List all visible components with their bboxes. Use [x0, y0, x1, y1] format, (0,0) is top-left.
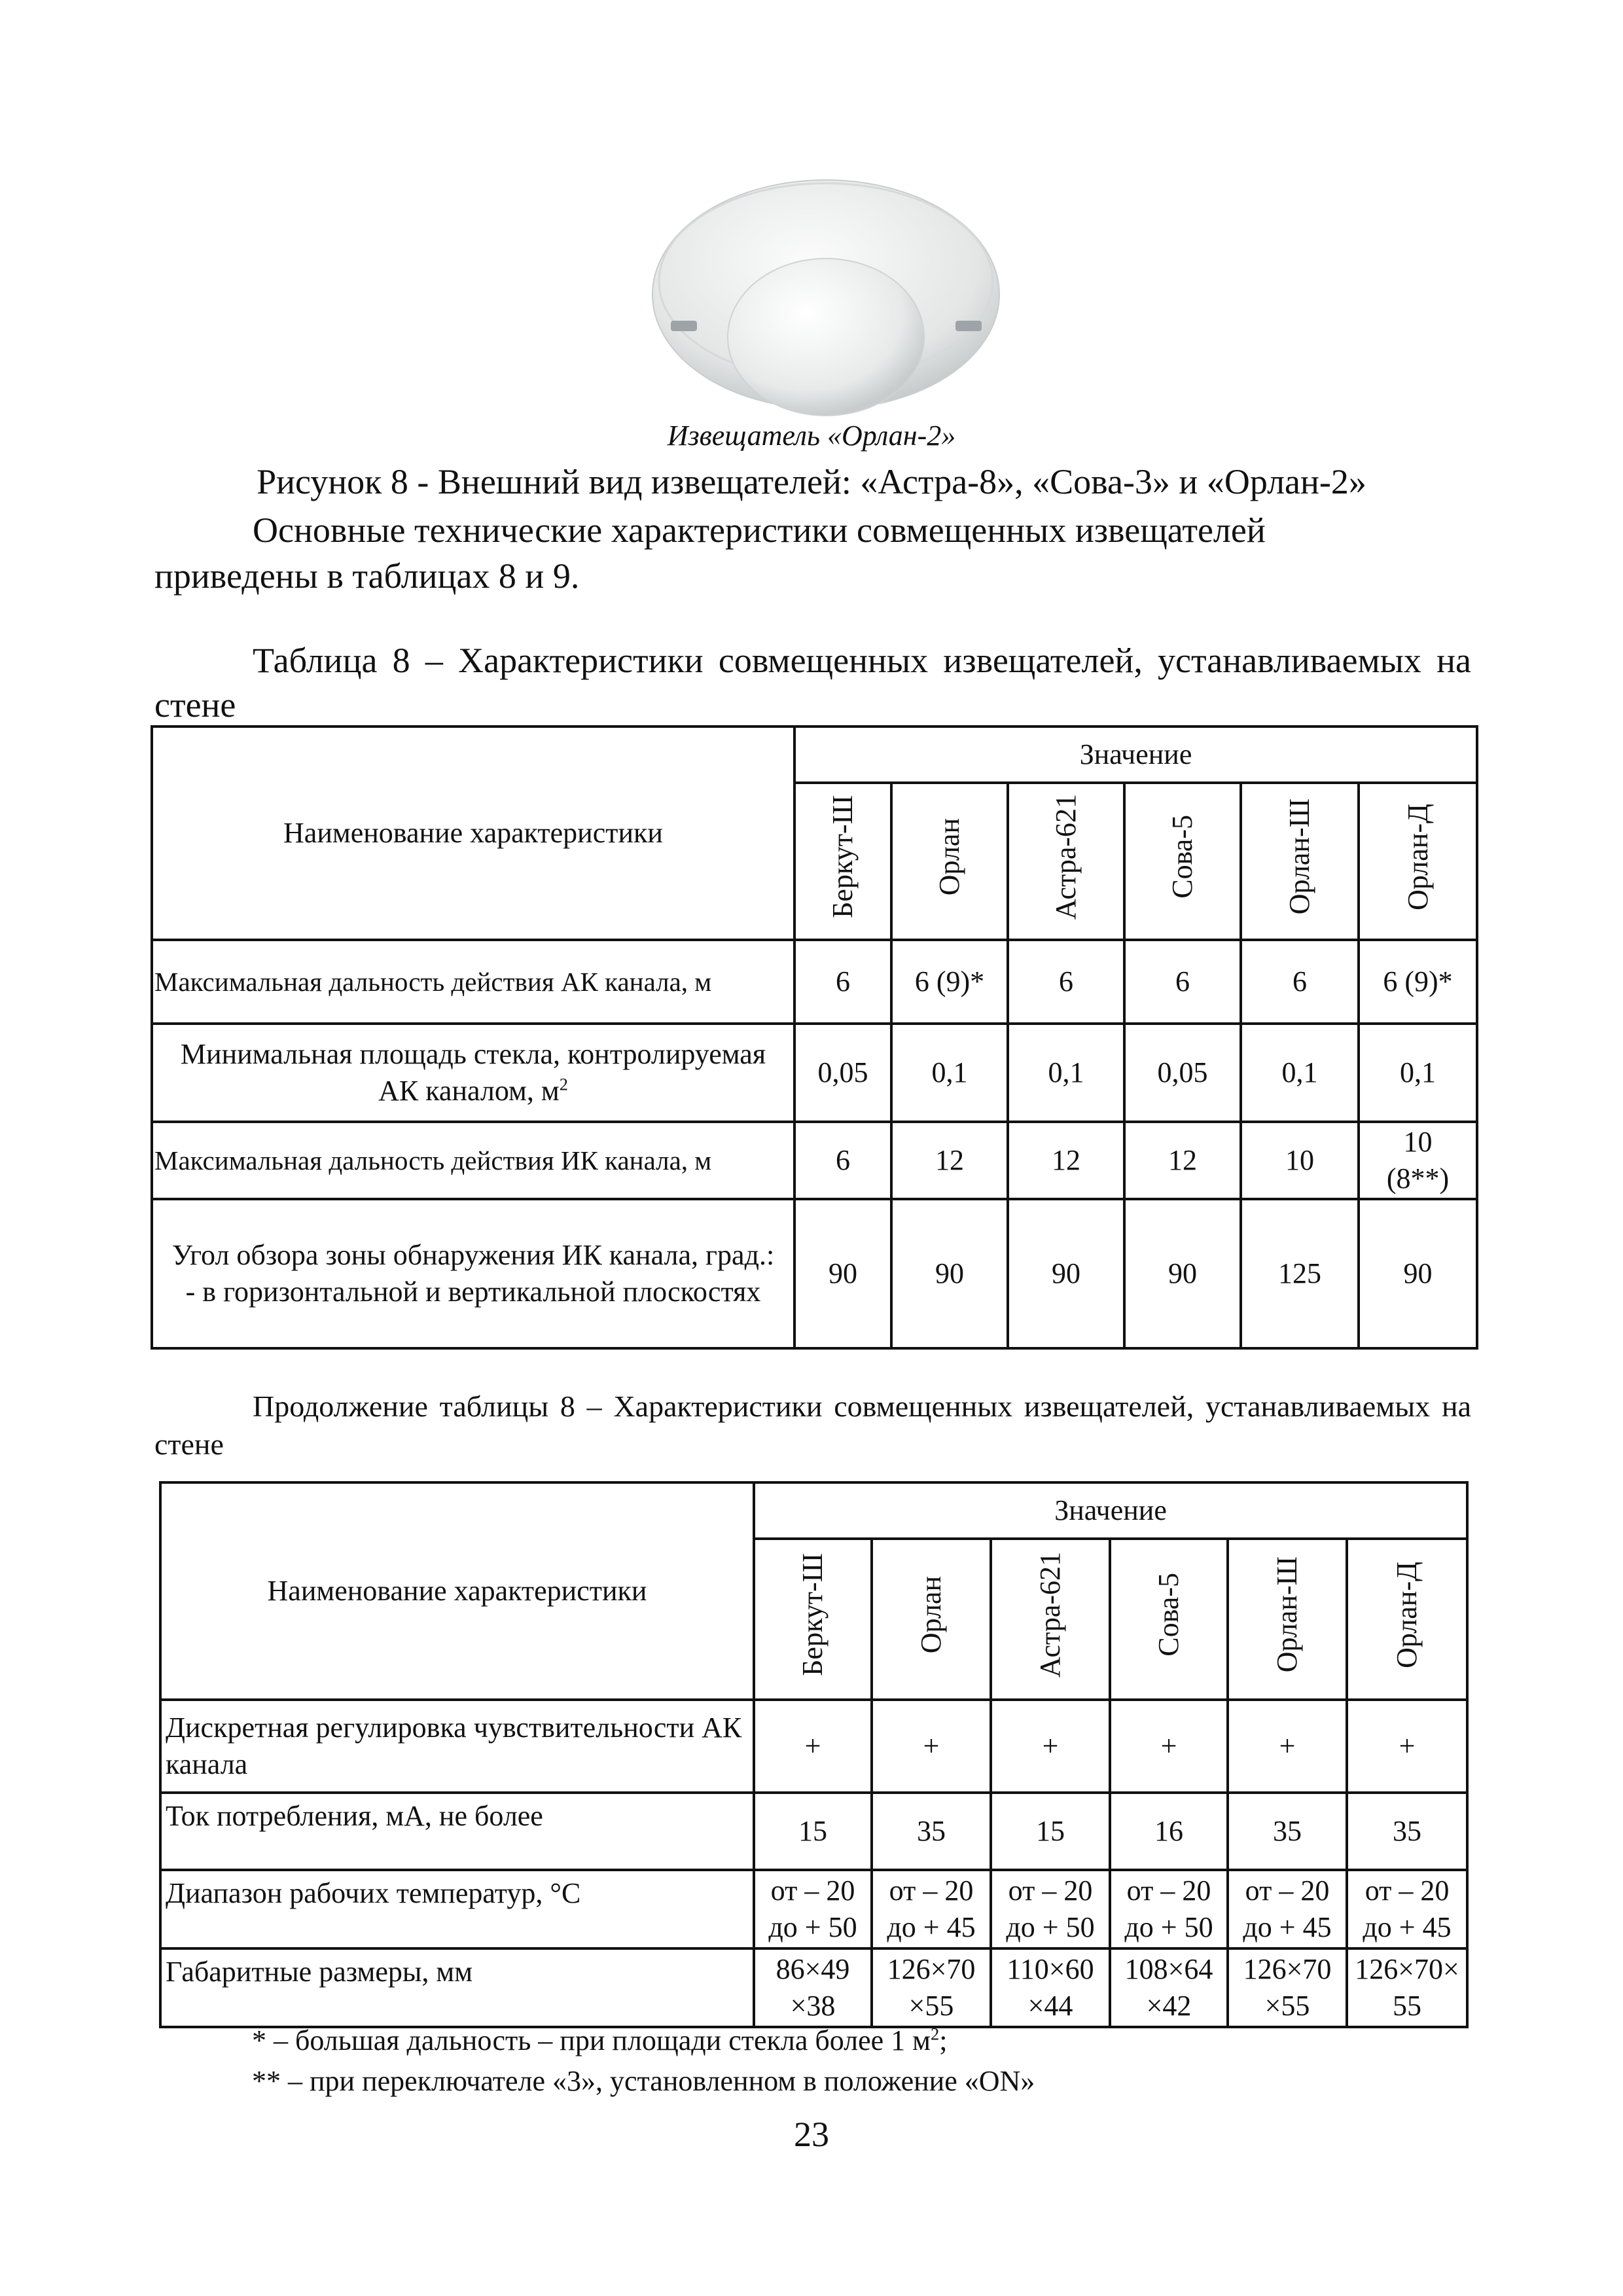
table-row: [160, 1870, 1467, 1948]
cell: 126×70 ×55: [872, 1948, 991, 2027]
cell: от – 20 до + 45: [1228, 1870, 1347, 1948]
cell: 0,1: [1359, 1024, 1477, 1122]
row-name: Угол обзора зоны обнаружения ИК канала, град.: - в горизонтальной и вертикальной плоскостях: [152, 1199, 794, 1348]
cell: +: [754, 1700, 872, 1793]
cell: 16: [1110, 1793, 1228, 1870]
cell: от – 20 до + 45: [1347, 1870, 1467, 1948]
column-header: Сова-5: [1124, 783, 1241, 940]
cell: 12: [1124, 1122, 1241, 1199]
table-8-continued: [159, 1481, 1469, 2028]
cell: 90: [794, 1199, 891, 1348]
column-header: Беркут-Ш: [794, 783, 891, 940]
table-8: [151, 725, 1478, 1350]
cell: 35: [1347, 1793, 1467, 1870]
row-name: Габаритные размеры, мм: [160, 1948, 754, 2027]
table-row: [152, 1122, 1477, 1199]
cell: от – 20 до + 50: [1110, 1870, 1228, 1948]
cell: 15: [991, 1793, 1110, 1870]
cell: +: [1110, 1700, 1228, 1793]
cell: от – 20 до + 50: [754, 1870, 872, 1948]
table-row: [152, 1199, 1477, 1348]
table1-caption: Таблица 8 – Характеристики совмещенных извещателей, устанавливаемых на стене: [154, 641, 1471, 725]
cell: 35: [1228, 1793, 1347, 1870]
table-row: [152, 1024, 1477, 1122]
cell: 6 (9)*: [1359, 940, 1477, 1024]
cell: +: [1228, 1700, 1347, 1793]
cell: 0,1: [1241, 1024, 1359, 1122]
cell: 10: [1241, 1122, 1359, 1199]
cell: 90: [891, 1199, 1008, 1348]
table-row: [160, 1948, 1467, 2027]
cell: 10 (8**): [1359, 1122, 1477, 1199]
cell: 6: [794, 940, 891, 1024]
name-header: Наименование характеристики: [160, 1482, 754, 1700]
table-row: [160, 1700, 1467, 1793]
cell: 0,05: [794, 1024, 891, 1122]
column-header: Беркут-Ш: [754, 1539, 872, 1700]
detector-photo: [648, 147, 1005, 422]
column-header: Орлан-Д: [1347, 1539, 1467, 1700]
cell: 125: [1241, 1199, 1359, 1348]
cell: 6: [1124, 940, 1241, 1024]
column-header: Астра-621: [1008, 783, 1124, 940]
cell: 0,1: [891, 1024, 1008, 1122]
cell: 6: [1241, 940, 1359, 1024]
column-header: Сова-5: [1110, 1539, 1228, 1700]
table-row: [160, 1793, 1467, 1870]
table2-caption: Продолжение таблицы 8 – Характеристики совмещенных извещателей, устанавливаемых на стене: [154, 1390, 1471, 1461]
cell: 12: [891, 1122, 1008, 1199]
cell: 35: [872, 1793, 991, 1870]
figure-subcaption: Извещатель «Орлан-2»: [667, 420, 956, 452]
row-name: Минимальная площадь стекла, контролируемая АК каналом, $м^2$: [152, 1024, 794, 1122]
cell: от – 20 до + 45: [872, 1870, 991, 1948]
cell: 15: [754, 1793, 872, 1870]
cell: 126×70× 55: [1347, 1948, 1467, 2027]
cell: 126×70 ×55: [1228, 1948, 1347, 2027]
footnote-1: * – большая дальность – при площади стекла более 1 $м^2$;: [252, 2024, 948, 2056]
cell: 6: [1008, 940, 1124, 1024]
cell: 6 (9)*: [891, 940, 1008, 1024]
cell: от – 20 до + 50: [991, 1870, 1110, 1948]
column-header: Орлан-Д: [1359, 783, 1477, 940]
cell: +: [991, 1700, 1110, 1793]
row-name: Максимальная дальность действия ИК канала, м: [152, 1122, 794, 1199]
intro-line-2: приведены в таблицах 8 и 9.: [154, 556, 580, 596]
group-header: Значение: [794, 726, 1477, 783]
cell: 108×64 ×42: [1110, 1948, 1228, 2027]
cell: +: [872, 1700, 991, 1793]
cell: 0,1: [1008, 1024, 1124, 1122]
column-header: Астра-621: [991, 1539, 1110, 1700]
cell: 90: [1124, 1199, 1241, 1348]
intro-line-1: Основные технические характеристики совмещенных извещателей: [253, 511, 1266, 550]
cell: 0,05: [1124, 1024, 1241, 1122]
figure-caption: Рисунок 8 - Внешний вид извещателей: «Астра-8», «Сова-3» и «Орлан-2»: [257, 462, 1366, 501]
row-name: Диапазон рабочих температур, °С: [160, 1870, 754, 1948]
cell: 110×60 ×44: [991, 1948, 1110, 2027]
row-name: Максимальная дальность действия АК канала, м: [152, 940, 794, 1024]
group-header: Значение: [754, 1482, 1467, 1539]
cell: 6: [794, 1122, 891, 1199]
name-header: Наименование характеристики: [152, 726, 794, 940]
column-header: Орлан: [872, 1539, 991, 1700]
cell: +: [1347, 1700, 1467, 1793]
column-header: Орлан-Ш: [1228, 1539, 1347, 1700]
cell: 90: [1359, 1199, 1477, 1348]
cell: 86×49 ×38: [754, 1948, 872, 2027]
cell: 90: [1008, 1199, 1124, 1348]
page-number: 23: [794, 2115, 829, 2154]
intro-paragraph: [154, 507, 1471, 599]
row-name: Ток потребления, мА, не более: [160, 1793, 754, 1870]
column-header: Орлан: [891, 783, 1008, 940]
cell: 12: [1008, 1122, 1124, 1199]
column-header: Орлан-Ш: [1241, 783, 1359, 940]
footnote-2: ** – при переключателе «3», установленном в положение «ON»: [252, 2065, 1035, 2097]
table-row: [152, 940, 1477, 1024]
row-name: Дискретная регулировка чувствительности АК канала: [160, 1700, 754, 1793]
